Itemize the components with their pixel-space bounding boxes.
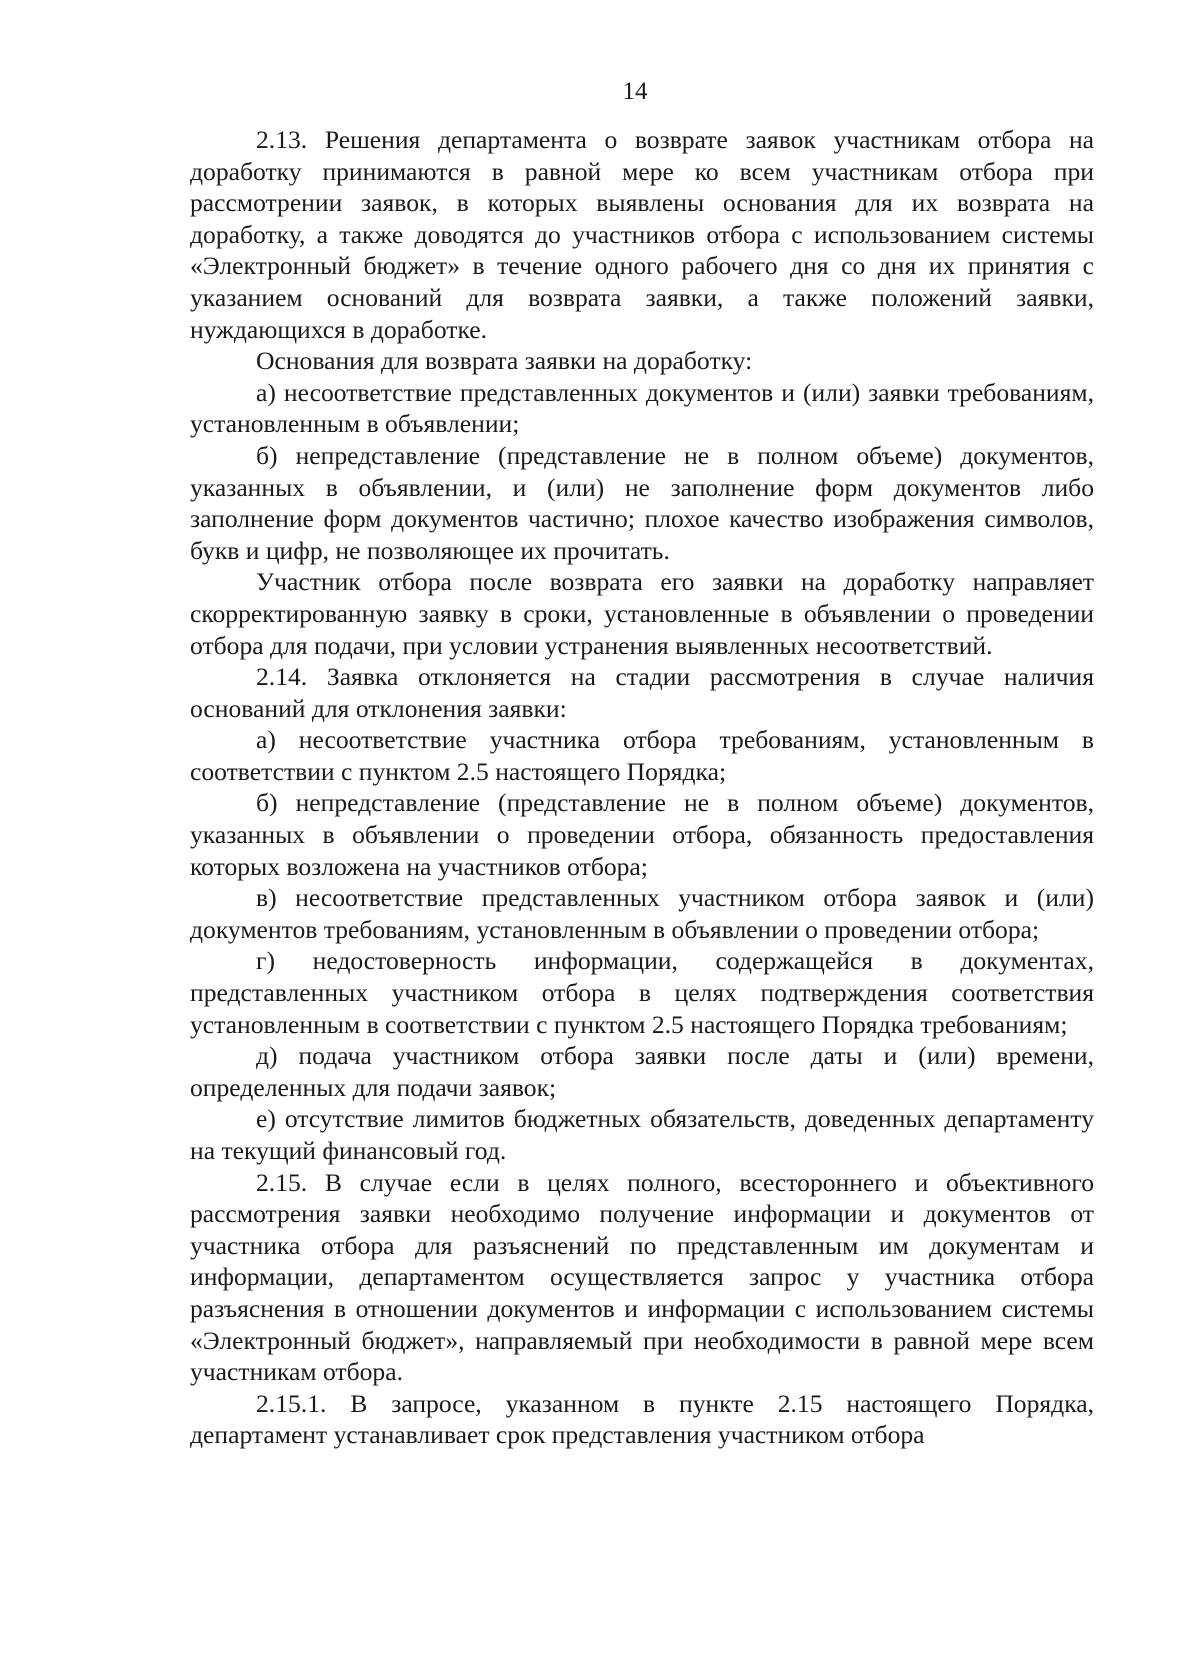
paragraph-2-14: 2.14. Заявка отклоняется на стадии рассмотрения в случае наличия оснований для отклонения заявки: xyxy=(190,662,1094,723)
paragraph-2-13: 2.13. Решения департамента о возврате заявок участникам отбора на доработку принимаются в равной мере ко всем участникам отбора при рассмотрении заявок, в которых выявлены основания для их возврата на доработку, а также доводятся до участников отбора с использованием системы «Электронный бюджет» в течение одного рабочего дня со дня их принятия с указанием оснований для возврата заявки, а также положений заявки, нуждающихся в доработке. xyxy=(190,125,1094,344)
paragraph-reject-ground-d: д) подача участником отбора заявки после даты и (или) времени, определенных для подачи заявок; xyxy=(190,1041,1094,1102)
page-number: 14 xyxy=(622,78,648,105)
paragraph-reject-ground-v: в) несоответствие представленных участником отбора заявок и (или) документов требованиям, установленным в объявлении о проведении отбора; xyxy=(190,883,1094,944)
paragraph-return-ground-b: б) непредставление (представление не в полном объеме) документов, указанных в объявлении, и (или) не заполнение форм документов либо заполнение форм документов частично; плохое качество изображения символов, букв и цифр, не позволяющее их прочитать. xyxy=(190,440,1094,565)
paragraph-2-15-1: 2.15.1. В запросе, указанном в пункте 2.15 настоящего Порядка, департамент устанавливает срок представления участником отбора xyxy=(190,1388,1094,1450)
paragraph-return-ground-a: а) несоответствие представленных документов и (или) заявки требованиям, установленным в объявлении; xyxy=(190,377,1094,439)
paragraph-return-grounds-heading: Основания для возврата заявки на доработку: xyxy=(256,346,753,376)
paragraph-resubmission: Участник отбора после возврата его заявки на доработку направляет скорректированную заявку в сроки, установленные в объявлении о проведении отбора для подачи, при условии устранения выявленных несоответствий. xyxy=(190,567,1094,660)
paragraph-reject-ground-e: е) отсутствие лимитов бюджетных обязательств, доведенных департаменту на текущий финансовый год. xyxy=(190,1104,1094,1165)
paragraph-reject-ground-g: г) недостоверность информации, содержащейся в документах, представленных участником отбора в целях подтверждения соответствия установленным в соответствии с пунктом 2.5 настоящего Порядка требованиям; xyxy=(190,946,1094,1039)
paragraph-reject-ground-b: б) непредставление (представление не в полном объеме) документов, указанных в объявлении о проведении отбора, обязанность предоставления которых возложена на участников отбора; xyxy=(190,788,1094,881)
paragraph-reject-ground-a: а) несоответствие участника отбора требованиям, установленным в соответствии с пунктом 2.5 настоящего Порядка; xyxy=(190,725,1094,786)
paragraph-2-15: 2.15. В случае если в целях полного, всестороннего и объективного рассмотрения заявки необходимо получение информации и документов от участника отбора для разъяснений по представленным им документам и информации, департаментом осуществляется запрос у участника отбора разъяснения в отношении документов и информации с использованием системы «Электронный бюджет», направляемый при необходимости в равной мере всем участникам отбора. xyxy=(190,1167,1094,1387)
document-body xyxy=(190,124,1094,1451)
